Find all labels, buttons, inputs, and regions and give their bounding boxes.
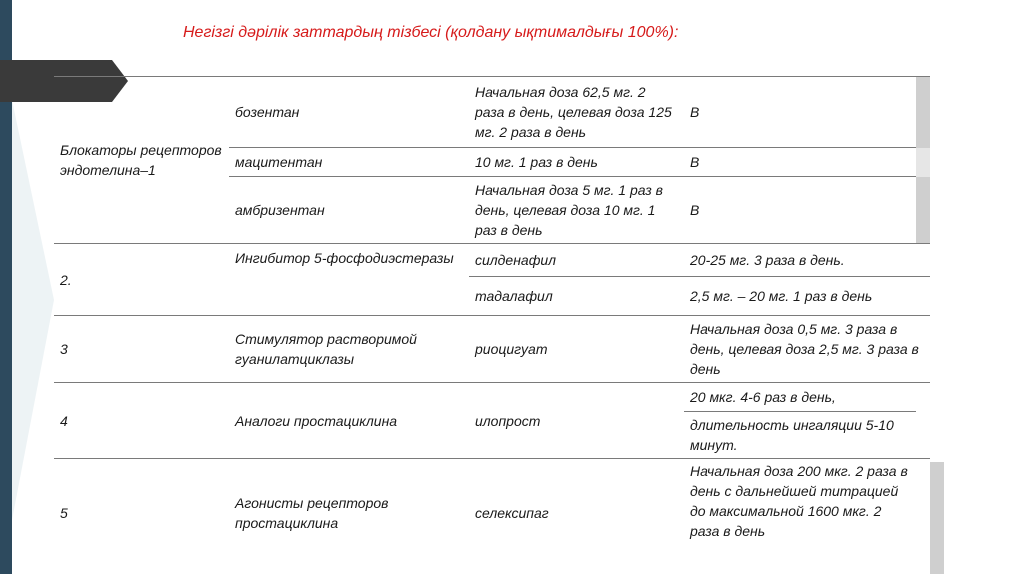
dose-cell: длительность ингаляции 5-10 минут.: [690, 417, 894, 453]
side-shading: [916, 383, 930, 412]
side-shading: [916, 77, 930, 148]
table-row: [54, 316, 930, 383]
drug-name-cell: мацитентан: [229, 148, 469, 177]
dose-cell: Начальная доза 200 мкг. 2 раза в день с дальнейшей титрацией до максимальной 1600 мкг. 2 раза в день: [684, 459, 916, 568]
row-number-cell: 4: [54, 383, 229, 459]
dose-cell: Начальная доза 5 мг. 1 раз в день, целевая доза 10 мг. 1 раз в день: [469, 177, 684, 244]
drug-class-cell: Стимулятор растворимой гуанилатциклазы: [229, 316, 469, 383]
dose-cell: Начальная доза 62,5 мг. 2 раза в день, целевая доза 125 мг. 2 раза в день: [469, 77, 684, 148]
dose-cell: 20-25 мг. 3 раза в день.: [684, 244, 930, 277]
table-row: [54, 244, 930, 277]
drug-name-cell: бозентан: [229, 77, 469, 148]
drug-class-cell: Блокаторы рецепторов эндотелина–1: [54, 77, 229, 244]
dose-cell: Начальная доза 0,5 мг. 3 раза в день, целевая доза 2,5 мг. 3 раза в день: [684, 316, 930, 383]
drug-table: [54, 76, 930, 567]
drug-name-cell: силденафил: [469, 244, 684, 277]
table-row: [54, 459, 930, 568]
evidence-level-cell: В: [684, 148, 916, 177]
drug-class-cell: Аналоги простациклина: [229, 383, 469, 459]
row-number-cell: 5: [54, 459, 229, 568]
drug-name-cell: селексипаг: [469, 459, 684, 568]
dose-cell: 20 мкг. 4-6 раз в день,: [684, 383, 916, 412]
drug-name-cell: риоцигуат: [469, 316, 684, 383]
table-row: [54, 77, 930, 148]
drug-class-cell: Агонисты рецепторов простациклина: [229, 459, 469, 568]
drug-name-cell: тадалафил: [475, 288, 553, 304]
table-row: [54, 383, 930, 412]
side-shading: [916, 148, 930, 177]
drug-class-cell: Ингибитор 5-фосфодиэстеразы: [229, 244, 469, 316]
evidence-level-cell: В: [684, 177, 916, 244]
row-number-cell: 2.: [54, 244, 229, 316]
decorative-arrow: [12, 100, 54, 520]
evidence-level-cell: В: [684, 77, 916, 148]
dose-cell: 10 мг. 1 раз в день: [469, 148, 684, 177]
page-title: Негізгі дәрілік заттардың тізбесі (қолдану ықтималдығы 100%):: [183, 24, 679, 41]
row-number-cell: 3: [54, 316, 229, 383]
dose-cell: 2,5 мг. – 20 мг. 1 раз в день: [690, 288, 873, 304]
side-shading: [916, 177, 930, 244]
side-shading: [916, 459, 930, 568]
right-gray-bar: [930, 462, 944, 574]
drug-name-cell: амбризентан: [229, 177, 469, 244]
drug-name-cell: илопрост: [469, 383, 684, 459]
